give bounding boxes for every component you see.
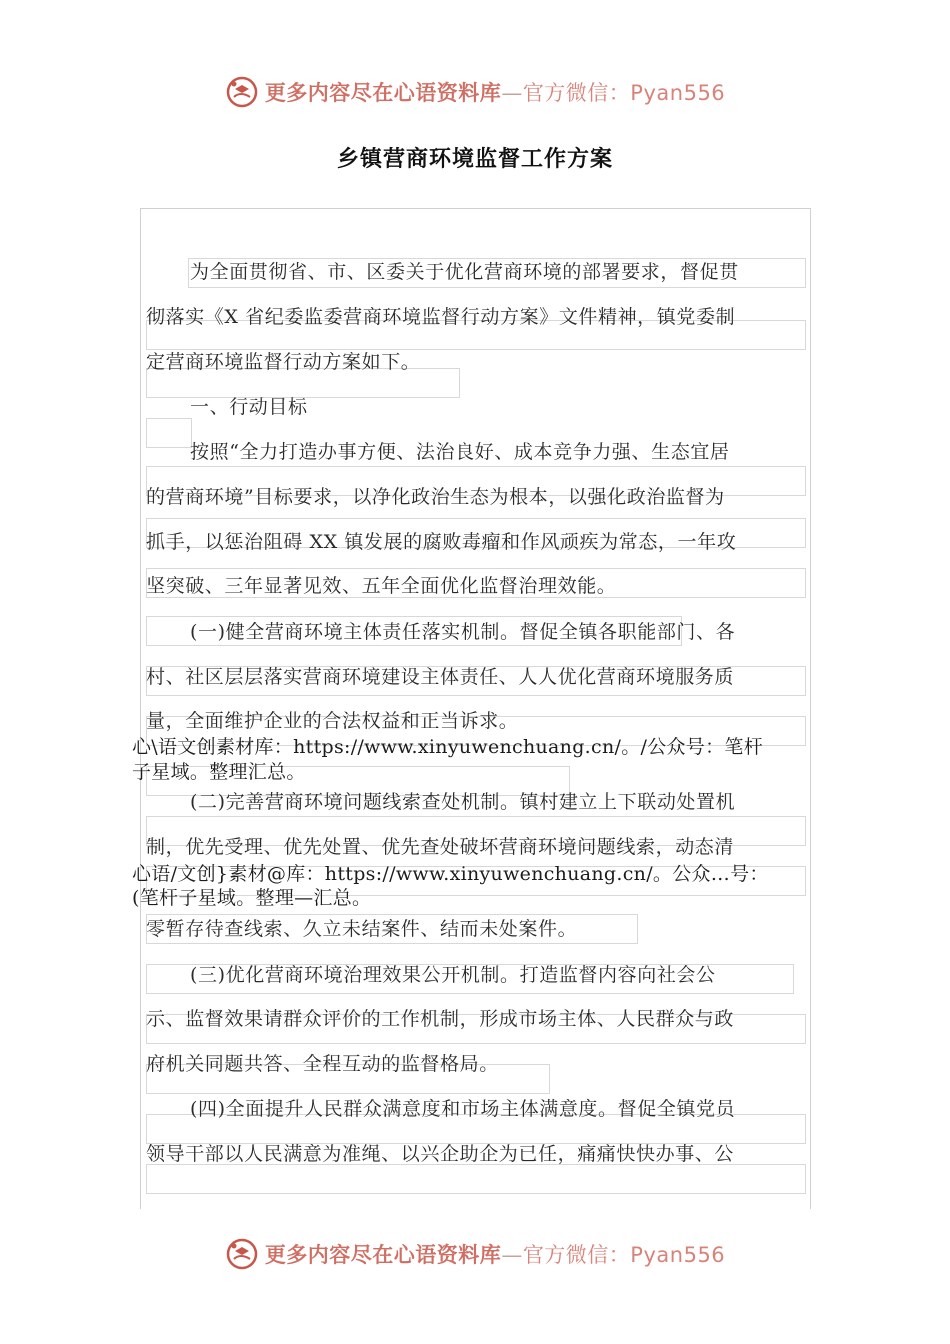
banner-dash: —	[501, 81, 523, 105]
paragraph-line: 的营商环境”目标要求，以净化政治生态为根本，以强化政治监督为	[146, 486, 725, 508]
paragraph-line: (三)优化营商环境治理效果公开机制。打造监督内容向社会公	[190, 964, 716, 986]
bottom-banner	[0, 1234, 950, 1274]
top-banner	[0, 72, 950, 112]
paragraph-line: 按照“全力打造办事方便、法治良好、成本竞争力强、生态宜居	[190, 441, 730, 463]
paragraph-line: 示、监督效果请群众评价的工作机制，形成市场主体、人民群众与政	[146, 1008, 735, 1030]
ghost-box	[146, 418, 192, 448]
watermark-line: 子星域。整理汇总。	[132, 761, 306, 783]
banner-dash: —	[501, 1243, 523, 1267]
paragraph-line: 坚突破、三年显著见效、五年全面优化监督治理效能。	[146, 575, 617, 597]
paragraph-line: (四)全面提升人民群众满意度和市场主体满意度。督促全镇党员	[190, 1098, 736, 1120]
section-heading: 一、行动目标	[190, 396, 308, 418]
paragraph-line: 制，优先受理、优先处置、优先查处破坏营商环境问题线索，动态清	[146, 836, 735, 858]
banner-text	[265, 77, 725, 107]
paragraph-line: 府机关同题共答、全程互动的监督格局。	[146, 1053, 499, 1075]
banner-wechat: 官方微信：Pyan556	[522, 81, 726, 105]
watermark-line: 心\语文创素材库：https://www.xinyuwenchuang.cn/。/公众号：笔杆	[132, 736, 764, 758]
paragraph-line: 定营商环境监督行动方案如下。	[146, 351, 421, 373]
paragraph-line: 量，全面维护企业的合法权益和正当诉求。	[146, 710, 519, 732]
ghost-box	[146, 1164, 806, 1194]
paragraph-line: 彻落实《X 省纪委监委营商环境监督行动方案》文件精神，镇党委制	[146, 306, 736, 328]
paragraph-line: 领导干部以人民满意为准绳、以兴企助企为已任，痛痛快快办事、公	[146, 1143, 735, 1165]
paragraph-line: 零暂存待查线索、久立未结案件、结而未处案件。	[146, 918, 578, 940]
book-logo-icon	[225, 1237, 259, 1271]
watermark-line: 心语/文创}素材@库：https://www.xinyuwenchuang.cn/。公众…号：	[132, 863, 769, 885]
paragraph-line: (一)健全营商环境主体责任落实机制。督促全镇各职能部门、各	[190, 621, 736, 643]
banner-wechat: 官方微信：Pyan556	[522, 1243, 726, 1267]
banner-text	[265, 1239, 725, 1269]
paragraph-line: 抓手，以惩治阻碍 XX 镇发展的腐败毒瘤和作风顽疾为常态，一年攻	[146, 531, 737, 553]
paragraph-line: (二)完善营商环境问题线索查处机制。镇村建立上下联动处置机	[190, 791, 736, 813]
banner-prefix: 更多内容尽在心语资料库	[264, 1243, 502, 1267]
document-title: 乡镇营商环境监督工作方案	[336, 147, 613, 172]
banner-prefix: 更多内容尽在心语资料库	[264, 81, 502, 105]
paragraph-line: 为全面贯彻省、市、区委关于优化营商环境的部署要求，督促贯	[190, 261, 739, 283]
watermark-line: (笔杆子星域。整理—汇总。	[132, 887, 372, 909]
book-logo-icon	[225, 75, 259, 109]
paragraph-line: 村、社区层层落实营商环境建设主体责任、人人优化营商环境服务质	[146, 666, 735, 688]
